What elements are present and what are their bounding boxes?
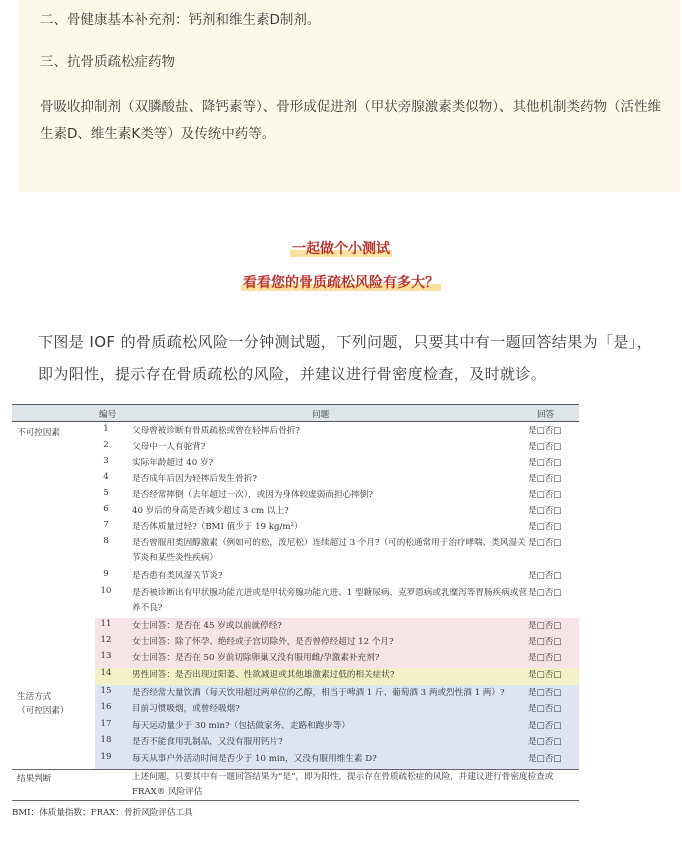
row-number: 13 xyxy=(100,651,112,661)
row-question: 每天从事户外活动时间是否少于 10 min，又没有服用维生素 D? xyxy=(132,754,377,764)
row-question: 父母曾被诊断有骨质疏松或曾在轻摔后骨折? xyxy=(132,426,300,436)
answer-checkboxes[interactable]: 是□否□ xyxy=(528,670,562,680)
answer-checkboxes[interactable]: 是□否□ xyxy=(528,737,562,747)
table-header xyxy=(12,404,579,422)
row-number: 19 xyxy=(100,752,112,762)
row-number: 1 xyxy=(103,424,109,434)
row-number: 7 xyxy=(103,520,109,530)
row-question: 是否成年后因为轻摔后发生骨折? xyxy=(132,474,257,484)
quiz-title: 一起做个小测试 xyxy=(292,241,390,257)
row-question: 是否不能食用乳制品，又没有服用钙片? xyxy=(132,737,283,747)
header-question: 问题 xyxy=(312,410,330,420)
answer-checkboxes[interactable]: 是□否□ xyxy=(528,721,562,731)
row-number: 9 xyxy=(103,569,109,579)
row-question: 女士回答：是否在 45 岁或以前就停经? xyxy=(132,621,282,631)
row-number: 5 xyxy=(103,488,109,498)
answer-checkboxes[interactable]: 是□否□ xyxy=(528,538,562,548)
header-num: 编号 xyxy=(99,410,117,420)
answer-checkboxes[interactable]: 是□否□ xyxy=(528,688,562,698)
answer-checkboxes[interactable]: 是□否□ xyxy=(528,506,562,516)
row-question: 40 岁后的身高是否减少超过 3 cm 以上? xyxy=(132,506,289,516)
drug-paragraph: 骨吸收抑制剂（双膦酸盐、降钙素等）、骨形成促进剂（甲状旁腺激素类似物）、其他机制类药物（活性维生素D、维生素K类等）及传统中药等。 xyxy=(40,99,661,142)
row-number: 11 xyxy=(100,619,112,629)
table-footnote: BMI：体质量指数；FRAX：骨折风险评估工具 xyxy=(12,808,193,818)
row-question: 是否经常大量饮酒（每天饮用超过两单位的乙醇，相当于啤酒 1 斤、葡萄酒 3 两或烈性酒 1 两）? xyxy=(132,688,505,698)
row-number: 16 xyxy=(100,702,112,712)
answer-checkboxes[interactable]: 是□否□ xyxy=(528,621,562,631)
category-uncontrollable: 不可控因素 xyxy=(17,428,60,438)
row-number: 15 xyxy=(100,686,112,696)
row-question: 目前习惯吸烟，或曾经吸烟? xyxy=(132,704,240,714)
category-lifestyle-sub: （可控因素） xyxy=(17,706,69,716)
row-number: 12 xyxy=(100,635,112,645)
answer-checkboxes[interactable]: 是□否□ xyxy=(528,522,562,532)
category-result: 结果判断 xyxy=(17,774,52,784)
supplement-line: 二、骨健康基本补充剂：钙剂和维生素D制剂。 xyxy=(40,12,321,28)
row-question: 每天运动量少于 30 min?（包括做家务、走路和跑步等） xyxy=(132,721,350,731)
answer-checkboxes[interactable]: 是□否□ xyxy=(528,653,562,663)
answer-checkboxes[interactable]: 是□否□ xyxy=(528,490,562,500)
row-question: 是否曾服用类固醇激素（例如可的松，泼尼松）连续超过 3 个月?（可的松通常用于治疗哮喘、类风湿关节炎和某些炎性疾病） xyxy=(132,538,526,563)
drug-heading: 三、抗骨质疏松症药物 xyxy=(40,54,175,70)
answer-checkboxes[interactable]: 是□否□ xyxy=(528,442,562,452)
row-question: 实际年龄超过 40 岁? xyxy=(132,458,214,468)
answer-checkboxes[interactable]: 是□否□ xyxy=(528,458,562,468)
row-question: 女士回答：除了怀孕、绝经或子宫切除外，是否曾停经超过 12 个月? xyxy=(132,637,394,647)
row-number: 17 xyxy=(100,719,112,729)
row-question: 男性回答：是否出现过阳萎、性欲减退或其他雄激素过低的相关症状? xyxy=(132,670,395,680)
header-answer: 回答 xyxy=(537,410,555,420)
answer-checkboxes[interactable]: 是□否□ xyxy=(528,704,562,714)
row-number: 10 xyxy=(100,586,112,596)
iof-risk-table xyxy=(12,404,579,802)
row-question: 是否体质量过轻?（BMI 值少于 19 kg/m²） xyxy=(132,522,303,532)
result-text: 上述问题，只要其中有一题回答结果为“是”，即为阳性，提示存在骨质疏松症的风险，并建议进行骨密度检查或 FRAX® 风险评估 xyxy=(132,772,554,797)
row-question: 是否经常摔倒（去年超过一次），或因为身体较虚弱而担心摔倒? xyxy=(132,490,373,500)
answer-checkboxes[interactable]: 是□否□ xyxy=(528,588,562,598)
row-question: 是否被诊断出有甲状腺功能亢进或是甲状旁腺功能亢进、1 型糖尿病、克罗恩病或乳糜泻等胃肠疾病或营养不良? xyxy=(132,588,527,613)
row-number: 18 xyxy=(100,735,112,745)
row-question: 女士回答：是否在 50 岁前切除卵巢又没有服用雌/孕激素补充剂? xyxy=(132,653,380,663)
category-lifestyle: 生活方式 xyxy=(17,692,52,702)
row-number: 2 xyxy=(103,440,109,450)
answer-checkboxes[interactable]: 是□否□ xyxy=(528,571,562,581)
row-number: 14 xyxy=(100,668,112,678)
row-number: 4 xyxy=(103,472,109,482)
row-question: 是否患有类风湿关节炎? xyxy=(132,571,223,581)
row-number: 6 xyxy=(103,504,109,514)
table-bottom-border xyxy=(12,800,579,801)
answer-checkboxes[interactable]: 是□否□ xyxy=(528,754,562,764)
row-question: 父母中一人有驼背? xyxy=(132,442,206,452)
row-number: 3 xyxy=(103,456,109,466)
answer-checkboxes[interactable]: 是□否□ xyxy=(528,637,562,647)
answer-checkboxes[interactable]: 是□否□ xyxy=(528,426,562,436)
answer-checkboxes[interactable]: 是□否□ xyxy=(528,474,562,484)
row-number: 8 xyxy=(103,536,109,546)
quiz-intro: 下图是 IOF 的骨质疏松风险一分钟测试题，下列问题，只要其中有一题回答结果为「是」，即为阳性，提示存在骨质疏松的风险，并建议进行骨密度检查，及时就诊。 xyxy=(38,333,653,383)
quiz-subtitle: 看看您的骨质疏松风险有多大？ xyxy=(243,275,439,291)
